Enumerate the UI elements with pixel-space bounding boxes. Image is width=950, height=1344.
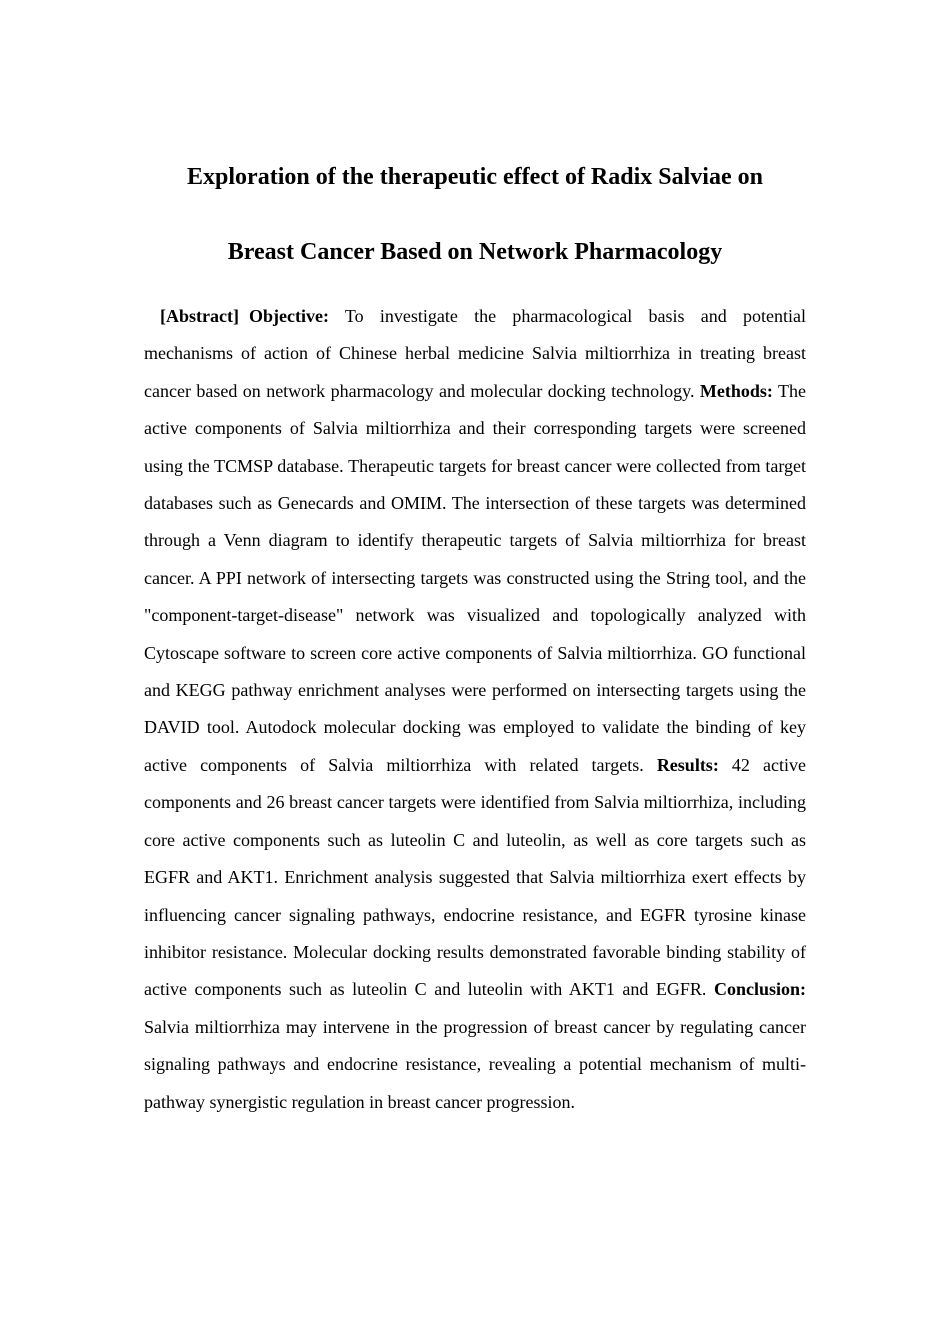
abstract-paragraph	[144, 298, 806, 1121]
conclusion-label: Conclusion:	[713, 979, 806, 1000]
title-line-2: Breast Cancer Based on Network Pharmacology	[227, 239, 723, 265]
results-text: 42 active components and 26 breast cancer targets were identified from Salvia miltiorrhiza, including core active components such as luteolin C and luteolin, as well as core targets such as EGFR and AKT1. Enrichment analysis suggested that Salvia miltiorrhiza exert effects by influencing cancer signaling pathways, endocrine resistance, and EGFR tyrosine kinase inhibitor resistance. Molecular docking results demonstrated favorable binding stability of active components such as luteolin C and luteolin with AKT1 and EGFR.	[144, 754, 806, 1000]
methods-label: Methods:	[699, 380, 773, 401]
methods-text: The active components of Salvia miltiorrhiza and their corresponding targets were screened using the TCMSP database. Therapeutic targets for breast cancer were collected from target databases such as Genecards and OMIM. The intersection of these targets was determined through a Venn diagram to identify therapeutic targets of Salvia miltiorrhiza for breast cancer. A PPI network of intersecting targets was constructed using the String tool, and the "component-target-disease" network was visualized and topologically analyzed with Cytoscape software to screen core active components of Salvia miltiorrhiza. GO functional and KEGG pathway enrichment analyses were performed on intersecting targets using the DAVID tool. Autodock molecular docking was employed to validate the binding of key active components of Salvia miltiorrhiza with related targets.	[144, 380, 806, 775]
objective-text: To investigate the pharmacological basis and potential mechanisms of action of Chinese herbal medicine Salvia miltiorrhiza in treating breast cancer based on network pharmacology and molecular docking technology.	[144, 306, 806, 401]
paper-title	[100, 140, 850, 290]
title-line-1: Exploration of the therapeutic effect of Radix Salviae on	[187, 164, 763, 190]
results-label: Results:	[656, 754, 719, 775]
objective-label: Objective:	[248, 306, 329, 326]
conclusion-text: Salvia miltiorrhiza may intervene in the progression of breast cancer by regulating cancer signaling pathways and endocrine resistance, revealing a potential mechanism of multi-pathway synergistic regulation in breast cancer progression.	[144, 1016, 806, 1112]
abstract-tag: [Abstract]	[160, 306, 239, 326]
